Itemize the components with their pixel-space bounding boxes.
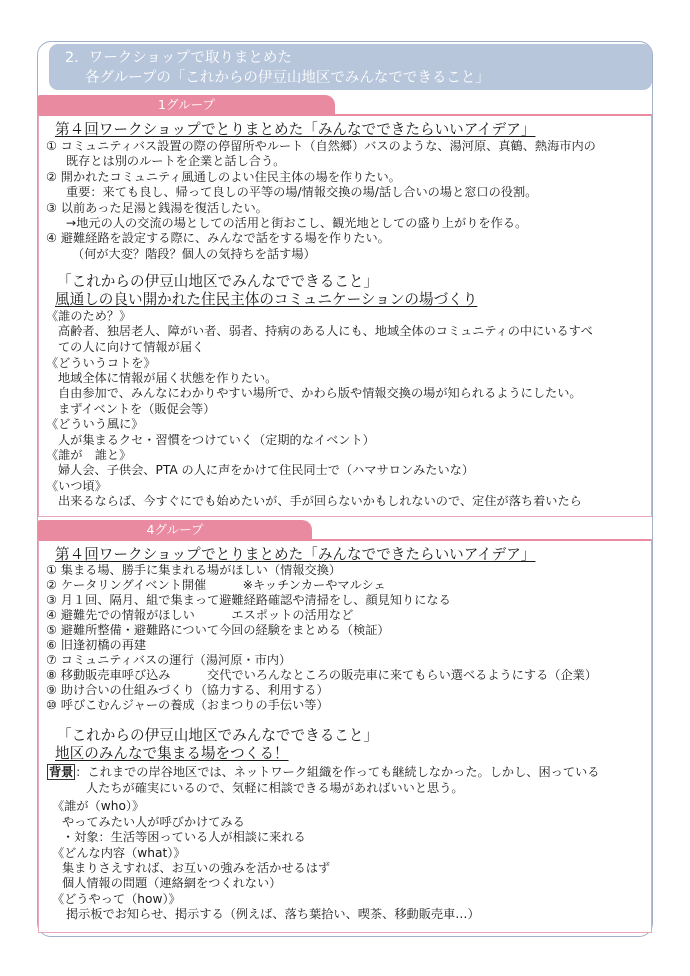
background-label: 背景 [49,765,74,779]
group4-detail-line: ・対象：生活等困っている人が相談に来れる [62,830,306,844]
group1-idea-line: ③ 以前あった足湯と銭湯を復活したい。 [46,201,268,215]
group1-detail-line: 自由参加で、みんなにわかりやすい場所で、かわら版や情報交換の場が知られるようにしたい。 [58,386,582,400]
group1-detail-line: 婦人会、子供会、PTA の人に声をかけて住民同士で（ハマサロンみたいな） [58,463,475,477]
group1-idea-line: ① コミュニティバス設置の際の停留所やルート（自然郷）バスのような、湯河原、真鶴、熱海市内の [46,139,596,153]
group1-detail-line: 高齢者、独居老人、障がい者、弱者、持病のある人にも、地域全体のコミュニティの中にいるすべ [58,324,593,338]
group1-idea-line: 既存とは別のルートを企業と話し合う。 [66,154,286,168]
group4-idea-line: ④ 避難先での情報がほしい エスポットの活用など [46,608,354,622]
section-header-line2: 各グループの「これからの伊豆山地区でみんなでできること」 [85,70,490,86]
group1-can-do-title: 「これからの伊豆山地区でみんなでできること」 [57,273,379,290]
group4-detail-line: 《誰が（who）》 [52,799,145,813]
group1-detail-line: 《いつ頃》 [46,479,107,493]
group1-idea-line: →地元の人の交流の場としての活用と街おこし、観光地としての盛り上がりを作る。 [66,216,528,230]
background-text-line1: ：これまでの岸谷地区では、ネットワーク組織を作っても継続しなかった。しかし、困っている [75,765,600,779]
group4-tab: 4グループ [38,520,312,540]
group4-can-do-subtitle: 地区のみんなで集まる場をつくる！ [55,745,289,762]
group4-background [47,765,599,780]
group4-detail-line: 個人情報の問題（連絡網をつくれない） [62,876,282,890]
group1-detail-line: 《誰のため？》 [46,309,132,323]
section-header-line1: 2．ワークショップで取りまとめた [65,50,292,66]
group4-idea-line: ⑨ 助け合いの仕組みづくり（協力する、利用する） [46,683,329,697]
group1-detail-line: まずイベントを（販促会等） [58,402,216,416]
group1-ideas-title: 第４回ワークショップでとりまとめた「みんなでできたらいいアイデア」 [55,121,536,138]
group4-idea-line: ⑤ 避難所整備・避難路について今回の経験をまとめる（検証） [46,623,390,637]
group1-tab: 1グループ [38,95,335,115]
group1-detail-line: 《誰が 誰と》 [46,448,132,462]
group1-idea-line: ② 開かれたコミュニティ風通しのよい住民主体の場を作りたい。 [46,170,401,184]
group4-detail-line: 掲示板でお知らせ、掲示する（例えば、落ち葉拾い、喫茶、移動販売車…） [66,907,480,921]
group1-detail-line: 地域全体に情報が届く状態を作りたい。 [58,371,278,385]
group4-detail-line: やってみたい人が呼びかけてみる [62,815,245,829]
group4-detail-line: 《どうやって（how）》 [52,892,181,906]
group4-idea-line: ⑦ コミュニティバスの運行（湯河原・市内） [46,653,292,667]
group4-can-do-title: 「これからの伊豆山地区でみんなでできること」 [57,727,379,744]
group4-idea-line: ⑩ 呼びこむんジャーの養成（おまつりの手伝い等） [46,698,329,712]
group1-detail-line: 《どういうコトを》 [46,356,156,370]
group1-can-do-subtitle: 風通しの良い開かれた住民主体のコミュニケーションの場づくり [55,291,478,308]
group1-detail-line: 出来るならば、今すぐにでも始めたいが、手が回らないかもしれないので、定住が落ち着いたら [58,494,582,508]
group4-idea-line: ⑥ 旧逢初橋の再建 [46,638,147,652]
group1-idea-line: 重要：来ても良し、帰って良しの平等の場/情報交換の場/話し合いの場と窓口の役割。 [66,185,538,199]
group1-idea-line: （何が大変？階段？個人の気持ちを話す場） [72,247,316,261]
background-text-line2: 人たちが確実にいるので、気軽に相談できる場があればいいと思う。 [86,781,464,795]
group4-idea-line: ⑧ 移動販売車呼び込み 交代でいろんなところの販売車に来てもらい選べるようにする（企業） [46,668,598,682]
group4-ideas-title: 第４回ワークショップでとりまとめた「みんなでできたらいいアイデア」 [55,546,536,563]
group4-idea-line: ① 集まる場、勝手に集まれる場がほしい（情報交換） [46,563,342,577]
group4-idea-line: ③ 月１回、隔月、組で集まって避難経路確認や清掃をし、顔見知りになる [46,593,451,607]
group1-idea-line: ④ 避難経路を設定する際に、みんなで話をする場を作りたい。 [46,231,390,245]
group1-detail-line: ての人に向けて情報が届く [58,340,205,354]
group1-detail-line: 人が集まるクセ・習慣をつけていく（定期的なイベント） [58,433,375,447]
group4-detail-line: 《どんな内容（what）》 [52,846,186,860]
group1-detail-line: 《どういう風に》 [46,417,144,431]
section-header [49,44,652,90]
group4-idea-line: ② ケータリングイベント開催 ※キッチンカーやマルシェ [46,578,386,592]
group4-detail-line: 集まりさえすれば、お互いの強みを活かせるはず [62,861,331,875]
